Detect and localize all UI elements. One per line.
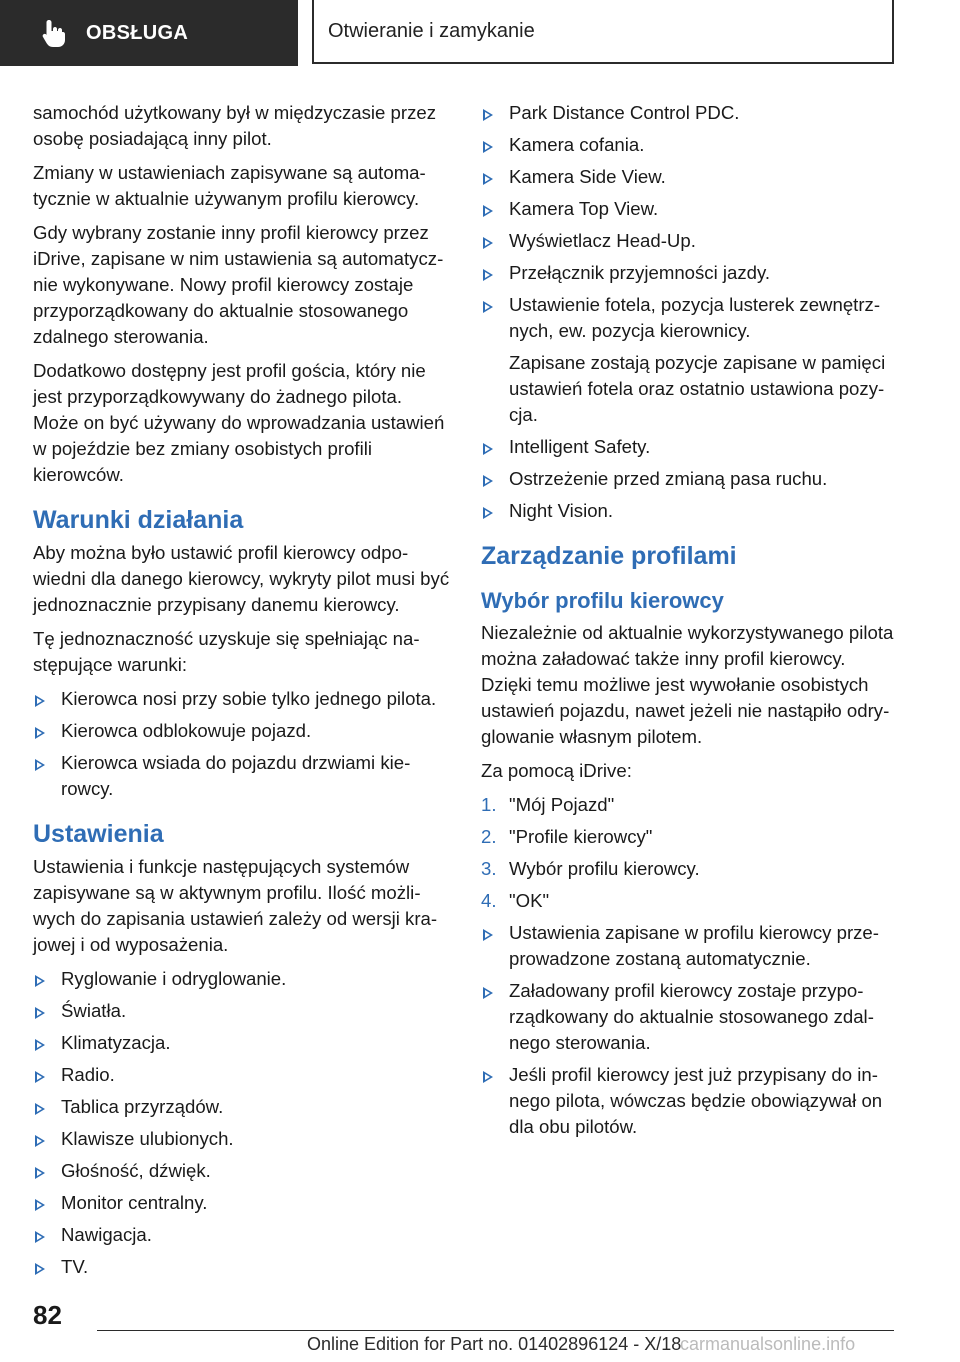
triangle-bullet-icon <box>483 109 493 121</box>
section-tab-label: OBSŁUGA <box>86 21 189 44</box>
section-tab <box>0 0 298 66</box>
footer-edition: Online Edition for Part no. 01402896124 - X/18 <box>307 1334 682 1354</box>
chapter-tab-label: Otwieranie i zamykanie <box>328 19 535 42</box>
triangle-bullet-icon <box>483 1071 493 1083</box>
list-item-text: Klawisze ulubionych. <box>61 1128 234 1149</box>
triangle-bullet-icon <box>483 173 493 185</box>
list-item-text: Głośność, dźwięk. <box>61 1160 211 1181</box>
list-item-text: Radio. <box>61 1064 115 1085</box>
page-number: 82 <box>33 1300 62 1330</box>
list-item-text: Kamera cofania. <box>509 134 645 155</box>
systems-list <box>481 100 899 524</box>
triangle-bullet-icon <box>35 1199 45 1211</box>
triangle-bullet-icon <box>483 929 493 941</box>
list-item <box>33 1222 451 1248</box>
step-item <box>481 856 899 882</box>
list-item-text: Przełącznik przyjemności jazdy. <box>509 262 771 283</box>
list-item <box>481 164 899 190</box>
triangle-bullet-icon <box>35 1039 45 1051</box>
list-item-text: Kierowca odblokowuje pojazd. <box>61 720 312 741</box>
zarzadzanie-paragraph: Niezależnie od aktualnie wykorzystywanego pilota można załadować także inny profil kierowcy. Dzięki temu możliwe jest wywołanie osobistych ustawień pojazdu, nawet jeżeli nie nastąpiło odryglowanie własnym pilotem. <box>481 622 894 747</box>
list-item <box>33 1126 451 1152</box>
intro-paragraph-4: Dodatkowo dostępny jest profil gościa, który nie jest przyporządkowywany do żadnego pilota. Może on być używany do wprowadzania ustawień w pojeździe bez zmiany osobistych profili kierowców. <box>33 360 445 485</box>
triangle-bullet-icon <box>483 507 493 519</box>
list-item <box>33 998 451 1024</box>
list-item-text: Kierowca wsiada do pojazdu drzwiami kierowcy. <box>61 752 411 799</box>
list-item-text: Klimatyzacja. <box>61 1032 171 1053</box>
ustawienia-list <box>33 966 451 1280</box>
triangle-bullet-icon <box>35 1135 45 1147</box>
triangle-bullet-icon <box>35 759 45 771</box>
list-item-text: TV. <box>61 1256 89 1277</box>
ustawienia-paragraph: Ustawienia i funkcje następujących systemów zapisywane są w aktywnym profilu. Ilość możliwych do zapisania ustawień zależy od wersji krajowej i od wyposażenia. <box>33 856 438 955</box>
warunki-list <box>33 686 451 802</box>
list-item-text: Kamera Side View. <box>509 166 666 187</box>
list-item <box>33 718 451 744</box>
list-item <box>481 196 899 222</box>
intro-paragraph-2: Zmiany w ustawieniach zapisywane są automatycznie w aktualnie używanym profilu kierowcy. <box>33 162 426 209</box>
list-item-text: Ryglowanie i odryglowanie. <box>61 968 287 989</box>
triangle-bullet-icon <box>483 269 493 281</box>
list-item <box>33 1190 451 1216</box>
step-number: 4. <box>481 890 497 911</box>
list-item-text: Intelligent Safety. <box>509 436 651 457</box>
list-item <box>33 1158 451 1184</box>
triangle-bullet-icon <box>35 1231 45 1243</box>
list-item <box>481 228 899 254</box>
subheading-wybor-profilu: Wybór profilu kierowcy <box>481 588 724 613</box>
steps-list <box>481 792 899 914</box>
hand-pointer-icon <box>40 18 68 48</box>
list-item-seat <box>481 292 899 428</box>
list-item <box>33 966 451 992</box>
triangle-bullet-icon <box>35 1167 45 1179</box>
list-item <box>481 1062 899 1140</box>
step-text: Wybór profilu kierowcy. <box>509 858 700 879</box>
list-item-text: Światła. <box>61 1000 127 1021</box>
list-item <box>481 498 899 524</box>
triangle-bullet-icon <box>35 1263 45 1275</box>
intro-paragraph-3: Gdy wybrany zostanie inny profil kierowcy przez iDrive, zapisane w nim ustawienia są automatycznie wykonywane. Nowy profil kierowcy zostaje przyporządkowany do aktualnie stosowanego zdalnego sterowania. <box>33 222 444 347</box>
list-item <box>481 434 899 460</box>
list-item <box>33 1254 451 1280</box>
list-item <box>481 100 899 126</box>
list-item-text: Jeśli profil kierowcy jest już przypisany do innego pilota, wówczas będzie obowiązywał on dla obu pilotów. <box>509 1064 883 1137</box>
step-number: 1. <box>481 794 497 815</box>
heading-ustawienia: Ustawienia <box>33 820 164 848</box>
triangle-bullet-icon <box>483 237 493 249</box>
list-item <box>33 1030 451 1056</box>
step-text: "Mój Pojazd" <box>509 794 615 815</box>
list-item <box>33 1094 451 1120</box>
triangle-bullet-icon <box>35 1007 45 1019</box>
triangle-bullet-icon <box>35 727 45 739</box>
step-item <box>481 888 899 914</box>
triangle-bullet-icon <box>483 475 493 487</box>
list-item <box>481 466 899 492</box>
step-text: "OK" <box>509 890 550 911</box>
list-item-text: Załadowany profil kierowcy zostaje przyporządkowany do aktualnie stosowanego zdalnego sterowania. <box>509 980 874 1053</box>
triangle-bullet-icon <box>35 695 45 707</box>
list-item-text: Ostrzeżenie przed zmianą pasa ruchu. <box>509 468 828 489</box>
triangle-bullet-icon <box>35 975 45 987</box>
list-item <box>33 1062 451 1088</box>
list-item <box>33 686 451 712</box>
triangle-bullet-icon <box>483 205 493 217</box>
triangle-bullet-icon <box>483 443 493 455</box>
chapter-tab <box>312 0 894 64</box>
watermark: carmanualsonline.info <box>680 1334 856 1354</box>
list-item-text: Kierowca nosi przy sobie tylko jednego pilota. <box>61 688 437 709</box>
triangle-bullet-icon <box>483 141 493 153</box>
left-column <box>33 100 451 1286</box>
step-text: "Profile kierowcy" <box>509 826 653 847</box>
warunki-paragraph-1: Aby można było ustawić profil kierowcy odpowiedni dla danego kierowcy, wykryty pilot musi być jednoznacznie przypisany danemu kierowcy. <box>33 542 450 615</box>
heading-zarzadzanie: Zarządzanie profilami <box>481 542 737 570</box>
step-number: 3. <box>481 858 497 879</box>
list-item-text: Tablica przyrządów. <box>61 1096 224 1117</box>
list-item-text: Ustawienia zapisane w profilu kierowcy przeprowadzone zostaną automatycznie. <box>509 922 879 969</box>
list-item-text: Night Vision. <box>509 500 614 521</box>
intro-paragraph-1: samochód użytkowany był w międzyczasie przez osobę posiadającą inny pilot. <box>33 102 437 149</box>
step-item <box>481 792 899 818</box>
triangle-bullet-icon <box>35 1071 45 1083</box>
list-item <box>33 750 451 802</box>
heading-warunki: Warunki działania <box>33 506 244 534</box>
list-item <box>481 132 899 158</box>
list-item <box>481 978 899 1056</box>
idrive-intro: Za pomocą iDrive: <box>481 760 632 781</box>
footer-divider <box>97 1330 894 1331</box>
list-item-text: Park Distance Control PDC. <box>509 102 740 123</box>
list-item-text: Kamera Top View. <box>509 198 659 219</box>
step-item <box>481 824 899 850</box>
list-item-text: Wyświetlacz Head-Up. <box>509 230 696 251</box>
page-header <box>0 0 960 66</box>
step-number: 2. <box>481 826 497 847</box>
list-item <box>481 920 899 972</box>
list-item-text: Nawigacja. <box>61 1224 152 1245</box>
result-list <box>481 920 899 1140</box>
triangle-bullet-icon <box>483 301 493 313</box>
list-item <box>481 260 899 286</box>
right-column <box>481 100 899 1146</box>
triangle-bullet-icon <box>483 987 493 999</box>
list-item-text: Monitor centralny. <box>61 1192 208 1213</box>
warunki-paragraph-2: Tę jednoznaczność uzyskuje się spełniając następujące warunki: <box>33 628 420 675</box>
list-item-text: Ustawienie fotela, pozycja lusterek zewnętrznych, ew. pozycja kierownicy. <box>509 294 881 341</box>
triangle-bullet-icon <box>35 1103 45 1115</box>
seat-note: Zapisane zostają pozycje zapisane w pamięci ustawień fotela oraz ostatnio ustawiona pozycja. <box>509 352 886 425</box>
